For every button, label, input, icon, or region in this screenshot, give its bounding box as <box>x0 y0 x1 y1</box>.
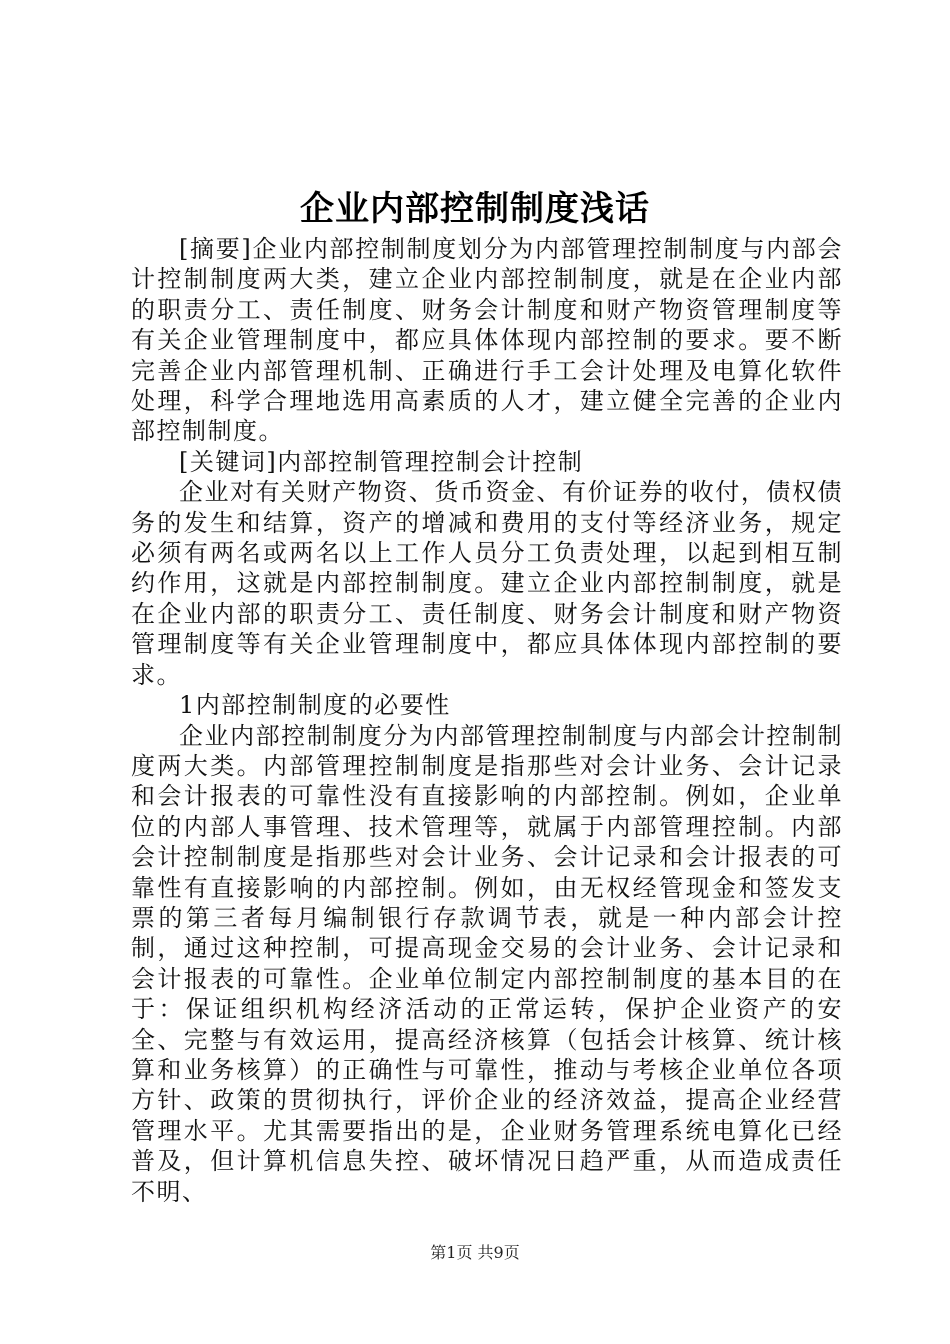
abstract-paragraph: [摘要]企业内部控制制度划分为内部管理控制制度与内部会计控制制度两大类，建立企业内部控制制度，就是在企业内部的职责分工、责任制度、财务会计制度和财产物资管理制度等有关企业管理制度中，都应具体体现内部控制的要求。要不断完善企业内部管理机制、正确进行手工会计处理及电算化软件处理，科学合理地选用高素质的人才，建立健全完善的企业内部控制制度。 <box>131 235 843 446</box>
document-body <box>131 234 843 1207</box>
section-heading: 1内部控制制度的必要性 <box>179 691 451 720</box>
keywords-paragraph: [关键词]内部控制管理控制会计控制 <box>179 447 584 476</box>
document-title: 企业内部控制制度浅话 <box>300 189 650 229</box>
page-footer: 第1页 共9页 <box>430 1243 520 1262</box>
section-paragraph: 企业内部控制制度分为内部管理控制制度与内部会计控制制度两大类。内部管理控制制度是指那些对会计业务、会计记录和会计报表的可靠性没有直接影响的内部控制。例如，企业单位的内部人事管理、技术管理等，就属于内部管理控制。内部会计控制制度是指那些对会计业务、会计记录和会计报表的可靠性有直接影响的内部控制。例如，由无权经管现金和签发支票的第三者每月编制银行存款调节表，就是一种内部会计控制，通过这种控制，可提高现金交易的会计业务、会计记录和会计报表的可靠性。企业单位制定内部控制制度的基本目的在于：保证组织机构经济活动的正常运转，保护企业资产的安全、完整与有效运用，提高经济核算（包括会计核算、统计核算和业务核算）的正确性与可靠性，推动与考核企业单位各项方针、政策的贯彻执行，评价企业的经济效益，提高企业经营管理水平。尤其需要指出的是，企业财务管理系统电算化已经普及，但计算机信息失控、破坏情况日趋严重，从而造成责任不明、 <box>131 721 843 1206</box>
intro-paragraph: 企业对有关财产物资、货币资金、有价证券的收付，债权债务的发生和结算，资产的增减和费用的支付等经济业务，规定必须有两名或两名以上工作人员分工负责处理，以起到相互制约作用，这就是内部控制制度。建立企业内部控制制度，就是在企业内部的职责分工、责任制度、财务会计制度和财产物资管理制度等有关企业管理制度中，都应具体体现内部控制的要求。 <box>131 478 843 689</box>
